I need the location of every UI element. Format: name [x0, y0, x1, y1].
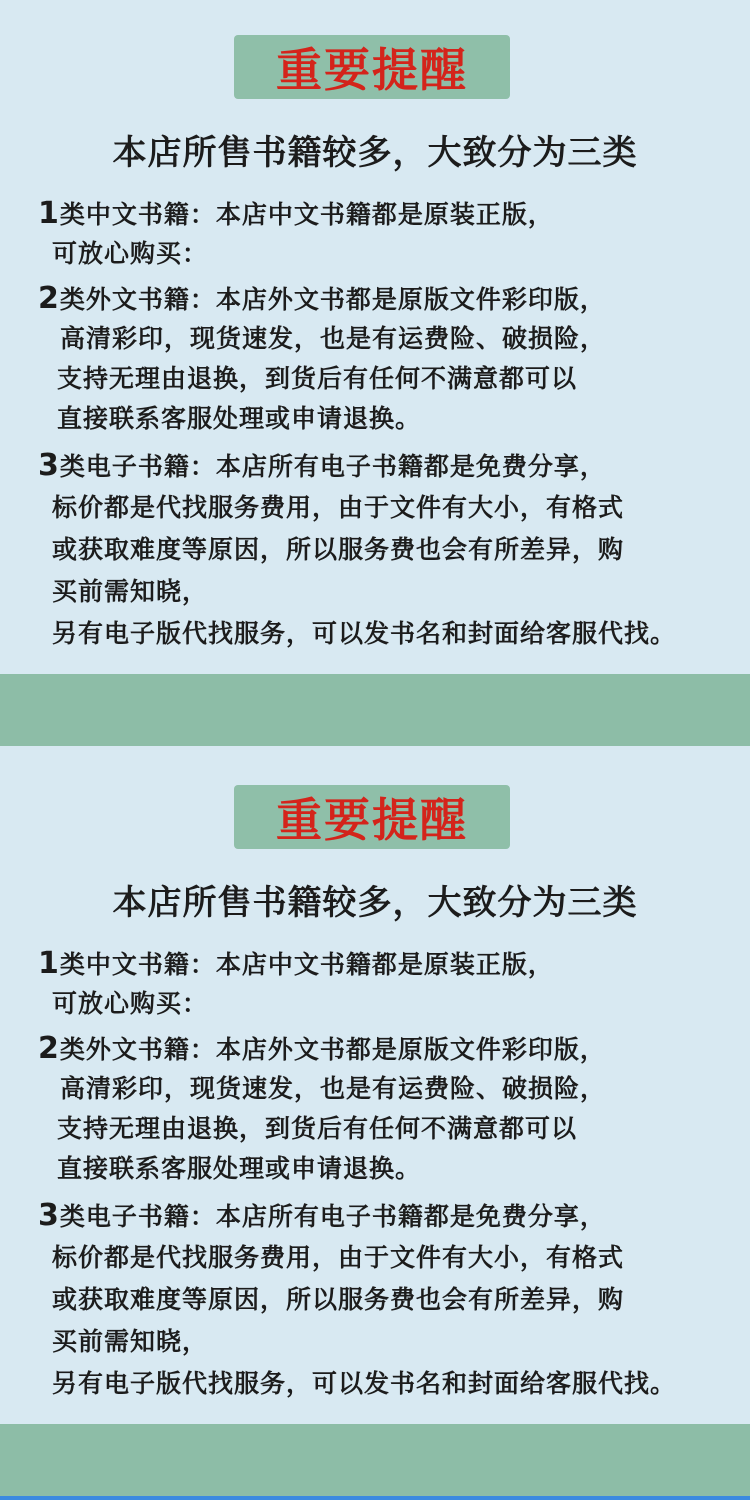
category-number: 2 [38, 1031, 60, 1066]
category-line [57, 1151, 421, 1187]
category-number: 3 [38, 448, 60, 483]
title-badge [234, 785, 510, 849]
category-line [38, 281, 606, 318]
category-text: 支持无理由退换，到货后有任何不满意都可以 [57, 1114, 578, 1143]
category-line [60, 1071, 606, 1107]
category-text: 类外文书籍：本店外文书都是原版文件彩印版， [59, 1035, 606, 1064]
category-line [57, 361, 577, 397]
category-text: 直接联系客服处理或申请退换。 [57, 1154, 422, 1183]
category-text: 类电子书籍：本店所有电子书籍都是免费分享， [59, 1202, 606, 1231]
category-text: 标价都是代找服务费用，由于文件有大小，有格式 [52, 493, 625, 522]
category-text: 类中文书籍：本店中文书籍都是原装正版， [59, 200, 554, 229]
category-text: 可放心购买： [52, 989, 209, 1018]
category-text: 或获取难度等原因，所以服务费也会有所差异，购 [52, 1285, 625, 1314]
category-number: 2 [38, 281, 60, 316]
category-line [60, 321, 606, 357]
notice-subtitle: 本店所售书籍较多，大致分为三类 [112, 133, 638, 173]
category-text: 支持无理由退换，到货后有任何不满意都可以 [57, 364, 578, 393]
category-text: 买前需知晓， [52, 1327, 209, 1356]
category-line [57, 1111, 577, 1147]
category-text: 类电子书籍：本店所有电子书籍都是免费分享， [59, 452, 606, 481]
category-line [52, 1324, 208, 1360]
category-line [52, 574, 208, 610]
category-number: 1 [38, 196, 60, 231]
category-line [57, 401, 421, 437]
notice-title: 重要提醒 [276, 793, 468, 847]
category-number: 3 [38, 1198, 60, 1233]
bottom-bar [0, 1424, 750, 1496]
title-badge [234, 35, 510, 99]
category-line [38, 196, 554, 233]
category-line [52, 1240, 624, 1276]
category-text: 类中文书籍：本店中文书籍都是原装正版， [59, 950, 554, 979]
category-text: 买前需知晓， [52, 577, 209, 606]
category-text: 另有电子版代找服务，可以发书名和封面给客服代找。 [52, 1369, 677, 1398]
category-line [52, 616, 676, 652]
category-line [52, 236, 208, 272]
category-line [52, 1366, 676, 1402]
category-line [38, 448, 606, 485]
category-line [38, 1031, 606, 1068]
category-text: 或获取难度等原因，所以服务费也会有所差异，购 [52, 535, 625, 564]
category-line [52, 1282, 624, 1318]
notice-panel-2 [0, 750, 750, 1500]
category-line [52, 490, 624, 526]
category-line [52, 986, 208, 1022]
category-text: 可放心购买： [52, 239, 209, 268]
notice-subtitle: 本店所售书籍较多，大致分为三类 [112, 883, 638, 923]
bottom-bar [0, 674, 750, 746]
category-text: 高清彩印，现货速发，也是有运费险、破损险， [60, 324, 607, 353]
category-text: 类外文书籍：本店外文书都是原版文件彩印版， [59, 285, 606, 314]
category-text: 高清彩印，现货速发，也是有运费险、破损险， [60, 1074, 607, 1103]
category-line [52, 532, 624, 568]
category-text: 另有电子版代找服务，可以发书名和封面给客服代找。 [52, 619, 677, 648]
category-number: 1 [38, 946, 60, 981]
category-line [38, 946, 554, 983]
bottom-edge-line [0, 1496, 750, 1500]
notice-title: 重要提醒 [276, 43, 468, 97]
category-text: 标价都是代找服务费用，由于文件有大小，有格式 [52, 1243, 625, 1272]
category-line [38, 1198, 606, 1235]
category-text: 直接联系客服处理或申请退换。 [57, 404, 422, 433]
